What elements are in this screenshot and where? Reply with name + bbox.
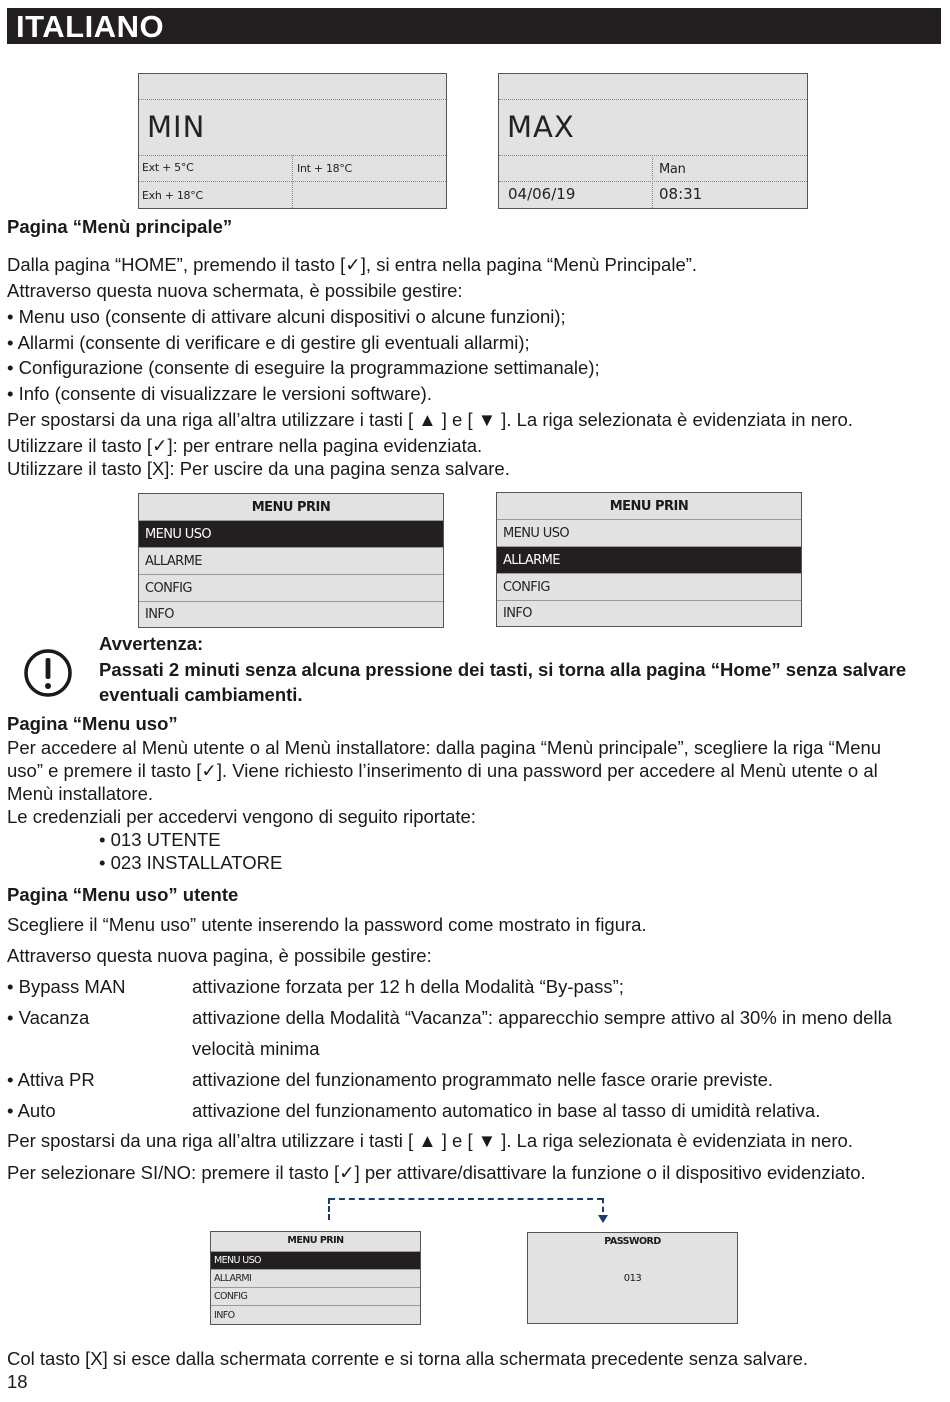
password-title: PASSWORD xyxy=(604,1236,661,1247)
paragraph-line: Dalla pagina “HOME”, premendo il tasto [✓], si entra nella pagina “Menù Principale”. xyxy=(7,254,698,275)
bullet-item: • Menu uso (consente di attivare alcuni dispositivi o alcune funzioni); xyxy=(7,306,566,327)
ext-temp: Ext + 5°C xyxy=(142,161,194,174)
menu-item-config[interactable]: CONFIG xyxy=(497,573,801,600)
menu-screen-a xyxy=(138,493,444,628)
paragraph-line: Le credenziali per accedervi vengono di seguito riportate: xyxy=(7,806,476,827)
function-description: attivazione forzata per 12 h della Modalità “By-pass”; xyxy=(192,976,624,997)
menu-title: MENU PRIN xyxy=(251,500,331,515)
warning-title: Avvertenza: xyxy=(99,633,204,654)
footer-note: Col tasto [X] si esce dalla schermata corrente e si torna alla schermata precedente senza salvare. xyxy=(7,1348,809,1369)
language-title: ITALIANO xyxy=(16,9,165,44)
function-description: attivazione del funzionamento programmato nelle fasce orarie previste. xyxy=(192,1069,774,1090)
date-value: 04/06/19 xyxy=(508,185,576,203)
menu-item-allarme[interactable]: ALLARME xyxy=(139,547,443,574)
paragraph-line: Utilizzare il tasto [X]: Per uscire da una pagina senza salvare. xyxy=(7,458,510,479)
paragraph-line: Per selezionare SI/NO: premere il tasto [✓] per attivare/disattivare la funzione o il dispositivo evidenziato. xyxy=(7,1162,866,1183)
paragraph-line: Utilizzare il tasto [✓]: per entrare nella pagina evidenziata. xyxy=(7,435,483,456)
flow-connector xyxy=(602,1198,604,1212)
function-description: attivazione della Modalità “Vacanza”: apparecchio sempre attivo al 30% in meno della xyxy=(192,1007,892,1028)
paragraph-line: Per accedere al Menù utente o al Menù installatore: dalla pagina “Menù principale”, scegliere la riga “Menu xyxy=(7,737,882,758)
menu-title: MENU PRIN xyxy=(609,499,689,514)
exclamation-circle-icon xyxy=(23,648,73,698)
exh-temp: Exh + 18°C xyxy=(142,189,203,202)
menu-item-info[interactable]: INFO xyxy=(139,601,443,627)
menu-item-info[interactable]: INFO xyxy=(211,1305,420,1324)
flow-connector xyxy=(328,1198,330,1220)
mode-label: Man xyxy=(659,162,686,177)
menu-item-config[interactable]: CONFIG xyxy=(139,574,443,601)
paragraph-line: uso” e premere il tasto [✓]. Viene richiesto l’inserimento di una password per accedere al Menù utente o al xyxy=(7,760,878,781)
menu-screen-c xyxy=(210,1231,421,1325)
password-value[interactable]: 013 xyxy=(623,1273,642,1284)
max-label: MAX xyxy=(507,110,575,144)
display-max-screen xyxy=(498,73,808,209)
paragraph-line: Per spostarsi da una riga all’altra utilizzare i tasti [ ▲ ] e [ ▼ ]. La riga selezionata è evidenziata in nero. xyxy=(7,1130,853,1151)
menu-item-info[interactable]: INFO xyxy=(497,600,801,626)
function-term: • Vacanza xyxy=(7,1007,90,1028)
section-title-main-menu: Pagina “Menù principale” xyxy=(7,216,233,237)
menu-item-allarmi[interactable]: ALLARMI xyxy=(211,1269,420,1287)
section-title-menu-uso-utente: Pagina “Menu uso” utente xyxy=(7,884,239,905)
menu-item-config[interactable]: CONFIG xyxy=(211,1287,420,1305)
menu-screen-b xyxy=(496,492,802,627)
menu-item-menu-uso[interactable]: MENU USO xyxy=(139,520,443,547)
display-min-screen xyxy=(138,73,447,209)
password-screen xyxy=(527,1232,738,1324)
time-value: 08:31 xyxy=(659,185,703,203)
flow-connector xyxy=(329,1198,603,1200)
bullet-item: • Configurazione (consente di eseguire la programmazione settimanale); xyxy=(7,357,600,378)
warning-text: eventuali cambiamenti. xyxy=(99,684,303,705)
section-title-menu-uso: Pagina “Menu uso” xyxy=(7,713,178,734)
page-number: 18 xyxy=(7,1371,28,1392)
paragraph-line: Per spostarsi da una riga all’altra utilizzare i tasti [ ▲ ] e [ ▼ ]. La riga selezionata è evidenziata in nero. xyxy=(7,409,853,430)
bullet-item: • Allarmi (consente di verificare e di gestire gli eventuali allarmi); xyxy=(7,332,530,353)
function-description: attivazione del funzionamento automatico in base al tasso di umidità relativa. xyxy=(192,1100,821,1121)
language-header xyxy=(7,8,941,44)
min-label: MIN xyxy=(147,110,206,144)
menu-item-menu-uso[interactable]: MENU USO xyxy=(497,519,801,546)
function-term: • Bypass MAN xyxy=(7,976,126,997)
menu-item-allarme[interactable]: ALLARME xyxy=(497,546,801,573)
warning-text: Passati 2 minuti senza alcuna pressione dei tasti, si torna alla pagina “Home” senza salvare xyxy=(99,659,907,680)
function-description: velocità minima xyxy=(192,1038,320,1059)
int-temp: Int + 18°C xyxy=(297,162,352,175)
paragraph-line: Attraverso questa nuova schermata, è possibile gestire: xyxy=(7,280,463,301)
paragraph-line: Attraverso questa nuova pagina, è possibile gestire: xyxy=(7,945,432,966)
bullet-item: • Info (consente di visualizzare le versioni software). xyxy=(7,383,432,404)
paragraph-line: Scegliere il “Menu uso” utente inserendo la password come mostrato in figura. xyxy=(7,914,647,935)
arrow-down-icon xyxy=(598,1212,608,1222)
paragraph-line: Menù installatore. xyxy=(7,783,154,804)
credential-item: • 013 UTENTE xyxy=(99,829,221,850)
menu-title: MENU PRIN xyxy=(287,1235,344,1246)
function-term: • Auto xyxy=(7,1100,56,1121)
function-term: • Attiva PR xyxy=(7,1069,95,1090)
credential-item: • 023 INSTALLATORE xyxy=(99,852,283,873)
menu-item-menu-uso[interactable]: MENU USO xyxy=(211,1251,420,1269)
